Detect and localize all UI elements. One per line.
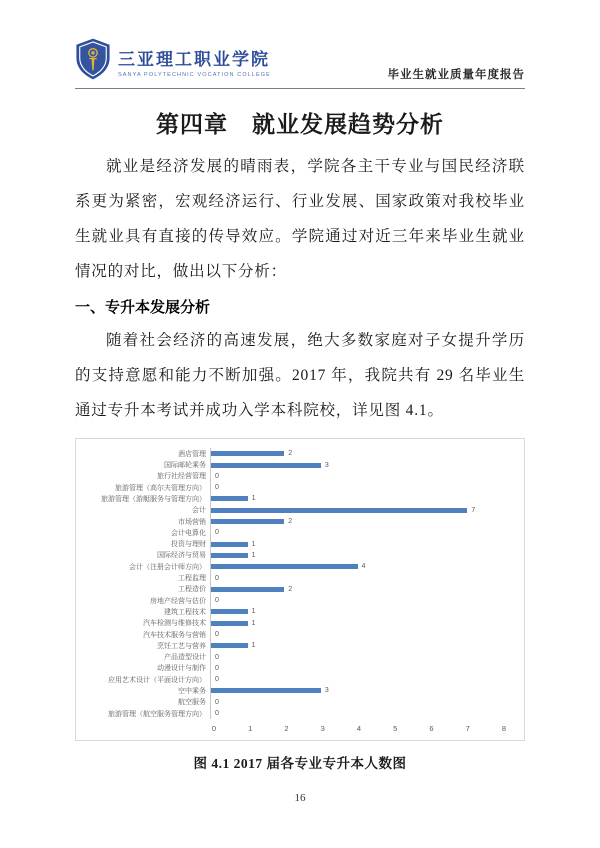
chart-category-label: 工程监理 [178, 574, 206, 583]
chart-row [80, 516, 524, 527]
chart-bar-area [210, 459, 504, 470]
chart-bar-area [210, 663, 504, 674]
chart-value-label: 0 [215, 664, 219, 672]
figure-4-1 [75, 438, 525, 772]
chart-category-label: 旅游管理（航空服务管理方向） [108, 709, 206, 718]
chart-category-label: 会计 [192, 506, 206, 515]
chapter-title: 第四章 就业发展趋势分析 [156, 112, 444, 137]
chart-value-label: 3 [324, 687, 329, 695]
chart-row [80, 448, 524, 459]
chart-bar-area [210, 640, 504, 651]
chart-bar [211, 451, 284, 456]
chart-value-label: 3 [324, 461, 329, 469]
chart-row [80, 697, 524, 708]
chart-value-label: 2 [288, 450, 293, 458]
college-shield-logo-icon [75, 38, 111, 85]
chart-bar-area [210, 618, 504, 629]
chart-bar-area [210, 584, 504, 595]
paragraph-section1: 随着社会经济的高速发展，绝大多数家庭对子女提升学历的支持意愿和能力不断加强。2017 年，我院共有 29 名毕业生通过专升本考试并成功入学本科院校，详见图 4.1。 [75, 332, 525, 420]
report-title: 毕业生就业质量年度报告 [387, 69, 525, 81]
chart-row [80, 685, 524, 696]
chart-category-label: 产品造型设计 [164, 653, 206, 662]
chart-bar-area [210, 595, 504, 606]
chart-category-label: 工程造价 [178, 585, 206, 594]
paragraph-intro: 就业是经济发展的晴雨表，学院各主干专业与国民经济联系更为紧密，宏观经济运行、行业发展、国家政策对我校毕业生就业具有直接的传导效应。学院通过对近三年来毕业生就业情况的对比，做出以下分析： [75, 158, 525, 281]
chart-bar-area [210, 505, 504, 516]
bar-chart [75, 438, 525, 741]
chart-value-label: 2 [288, 518, 293, 526]
college-name-cn: 三亚理工职业学院 [118, 50, 270, 69]
chart-category-label: 烹饪工艺与营养 [157, 641, 206, 650]
chart-row [80, 606, 524, 617]
chart-value-label: 0 [215, 484, 219, 492]
chart-bar [211, 508, 467, 513]
chart-bar-area [210, 708, 504, 719]
chart-row [80, 527, 524, 538]
chart-value-label: 1 [251, 540, 256, 548]
figure-caption: 图 4.1 2017 届各专业专升本人数图 [193, 756, 407, 772]
chart-category-label: 建筑工程技术 [164, 607, 206, 616]
chart-value-label: 0 [215, 529, 219, 537]
x-axis-tick: 4 [356, 724, 362, 734]
chart-category-label: 应用艺术设计（平面设计方向） [108, 675, 206, 684]
chart-value-label: 0 [215, 574, 219, 582]
chart-category-label: 会计（注册会计师方向） [129, 562, 206, 571]
chart-category-label: 动漫设计与制作 [157, 664, 206, 673]
chart-value-label: 1 [251, 608, 256, 616]
chart-bar-area [210, 685, 504, 696]
chart-row [80, 708, 524, 719]
chart-category-label: 投资与理财 [171, 540, 206, 549]
chart-value-label: 0 [215, 710, 219, 718]
chart-bar [211, 542, 248, 547]
chart-value-label: 1 [251, 619, 256, 627]
chart-category-label: 航空服务 [178, 698, 206, 707]
chart-row [80, 640, 524, 651]
chart-bar-area [210, 527, 504, 538]
page-header [75, 38, 525, 85]
chart-value-label: 1 [251, 642, 256, 650]
chart-bar [211, 621, 248, 626]
chart-row [80, 651, 524, 662]
chart-row [80, 471, 524, 482]
chart-row [80, 459, 524, 470]
chart-row [80, 482, 524, 493]
chart-row [80, 493, 524, 504]
chart-value-label: 1 [251, 495, 256, 503]
chart-row [80, 550, 524, 561]
x-axis-tick: 0 [211, 724, 217, 734]
x-axis-tick: 8 [501, 724, 507, 734]
chart-row [80, 572, 524, 583]
chart-value-label: 0 [215, 698, 219, 706]
chart-value-label: 0 [215, 472, 219, 480]
college-name-en: SANYA POLYTECHNIC VOCATION COLLEGE [118, 72, 271, 78]
chart-bar [211, 587, 284, 592]
chart-value-label: 2 [288, 585, 293, 593]
chart-category-label: 旅行社经营管理 [157, 472, 206, 481]
chart-category-label: 市场营销 [178, 517, 206, 526]
header-divider [75, 88, 525, 89]
chart-bar-area [210, 561, 504, 572]
chart-row [80, 618, 524, 629]
chart-category-label: 汽车技术服务与营销 [143, 630, 206, 639]
chart-x-axis [211, 719, 507, 736]
chart-value-label: 4 [361, 563, 366, 571]
chart-category-label: 国际邮轮乘务 [164, 461, 206, 470]
chart-rows [80, 448, 524, 719]
chart-category-label: 旅游管理（游艇服务与管理方向） [101, 494, 206, 503]
chart-category-label: 会计电算化 [171, 528, 206, 537]
chart-row [80, 629, 524, 640]
chart-value-label: 0 [215, 597, 219, 605]
chart-value-label: 1 [251, 551, 256, 559]
chart-bar-area [210, 697, 504, 708]
chart-bar [211, 463, 321, 468]
chart-row [80, 561, 524, 572]
college-name-block [118, 45, 271, 78]
chart-bar-area [210, 538, 504, 549]
chart-bar [211, 609, 248, 614]
chart-bar-area [210, 674, 504, 685]
chart-category-label: 房地产经营与估价 [150, 596, 206, 605]
chart-row [80, 538, 524, 549]
x-axis-tick: 5 [393, 724, 398, 734]
x-axis-tick: 2 [284, 724, 289, 734]
x-axis-tick: 6 [429, 724, 434, 734]
chart-bar-area [210, 651, 504, 662]
chart-value-label: 0 [215, 653, 219, 661]
chart-row [80, 505, 524, 516]
chart-bar [211, 688, 321, 693]
chart-bar-area [210, 493, 504, 504]
chart-category-label: 空中乘务 [178, 686, 206, 695]
chart-bar-area [210, 550, 504, 561]
chart-bar-area [210, 572, 504, 583]
chart-value-label: 0 [215, 676, 219, 684]
section-heading: 一、专升本发展分析 [75, 299, 211, 317]
chart-category-label: 旅游管理（高尔夫管理方向） [115, 483, 206, 492]
chart-bar-area [210, 606, 504, 617]
chart-bar [211, 643, 248, 648]
x-axis-tick: 3 [320, 724, 325, 734]
chart-bar [211, 553, 248, 558]
header-brand [75, 38, 271, 85]
chart-bar [211, 496, 248, 501]
chart-bar-area [210, 516, 504, 527]
chart-bar-area [210, 448, 504, 459]
chart-category-label: 国际经济与贸易 [157, 551, 206, 560]
chart-bar-area [210, 482, 504, 493]
chart-row [80, 663, 524, 674]
chart-row [80, 674, 524, 685]
chart-row [80, 584, 524, 595]
x-axis-tick: 7 [465, 724, 470, 734]
chart-value-label: 7 [471, 506, 476, 514]
chart-bar-area [210, 471, 504, 482]
chart-category-label: 汽车检测与维修技术 [143, 619, 206, 628]
chart-category-label: 酒店管理 [178, 449, 206, 458]
x-axis-tick: 1 [248, 724, 253, 734]
chart-bar [211, 519, 284, 524]
page-number: 16 [294, 792, 306, 804]
chart-bar [211, 564, 358, 569]
chart-bar-area [210, 629, 504, 640]
chart-value-label: 0 [215, 631, 219, 638]
chart-row [80, 595, 524, 606]
